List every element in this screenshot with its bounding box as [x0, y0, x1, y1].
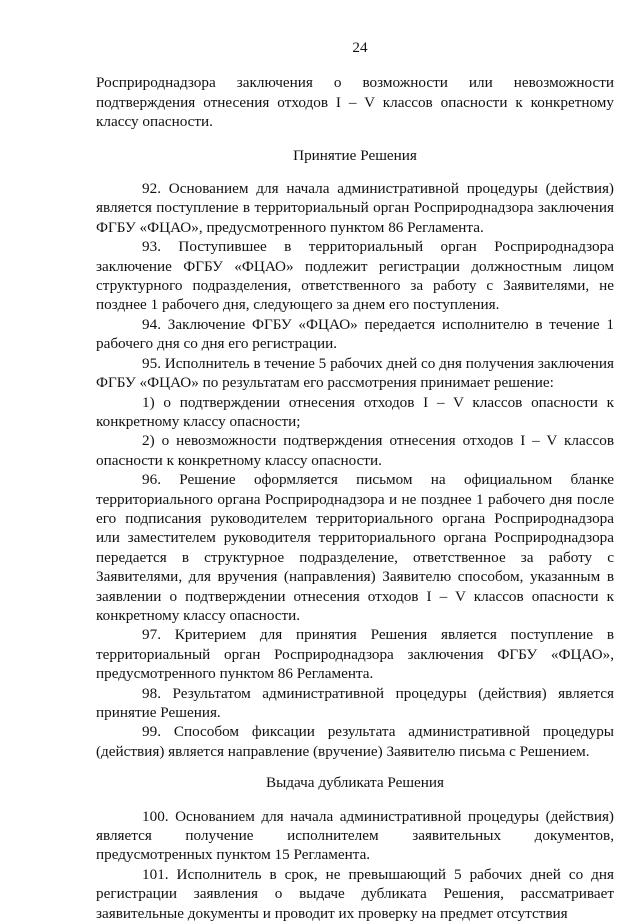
paragraph-96: 96. Решение оформляется письмом на официальном бланке территориального органа Росприроднадзора и не позднее 1 рабочего дня после его подписания руководителем территориального органа Росприроднадзора или заместителем руководителя территориального органа Росприроднадзора передается в структурное подразделение, ответственное за работу с Заявителями, для вручения (направления) Заявителю способом, указанным в заявлении о подтверждении отнесения отходов I – V классов опасности к конкретному классу опасности.	[96, 471, 614, 624]
paragraph-100: 100. Основанием для начала административной процедуры (действия) является получение исполнителем заявительных документов, предусмотренных пунктом 15 Регламента.	[96, 807, 614, 864]
intro-paragraph: Росприроднадзора заключения о возможности или невозможности подтверждения отнесения отходов I – V классов опасности к конкретному классу опасности.	[96, 74, 614, 131]
paragraph-95: 95. Исполнитель в течение 5 рабочих дней со дня получения заключения ФГБУ «ФЦАО» по результатам его рассмотрения принимает решение:	[96, 354, 614, 392]
paragraph-98: 98. Результатом административной процедуры (действия) является принятие Решения.	[96, 684, 614, 721]
paragraph-95-item-1: 1) о подтверждении отнесения отходов I – V классов опасности к конкретному классу опасности;	[96, 393, 614, 430]
paragraph-99: 99. Способом фиксации результата административной процедуры (действия) является направление (вручение) Заявителю письма с Решением.	[96, 723, 614, 760]
paragraph-95-item-2: 2) о невозможности подтверждения отнесения отходов I – V классов опасности к конкретному классу опасности.	[96, 432, 614, 469]
page-number: 24	[352, 39, 368, 56]
document-page	[96, 38, 614, 923]
section-title-decision: Принятие Решения	[293, 146, 417, 164]
paragraph-94: 94. Заключение ФГБУ «ФЦАО» передается исполнителю в течение 1 рабочего дня со дня его регистрации.	[96, 315, 614, 353]
paragraph-92: 92. Основанием для начала административной процедуры (действия) является поступление в территориальный орган Росприроднадзора заключения ФГБУ «ФЦАО», предусмотренного пунктом 86 Регламента.	[96, 180, 614, 236]
paragraph-97: 97. Критерием для принятия Решения является поступление в территориальный орган Росприроднадзора заключения ФГБУ «ФЦАО», предусмотренного пунктом 86 Регламента.	[96, 626, 614, 683]
paragraph-101: 101. Исполнитель в срок, не превышающий 5 рабочих дней со дня регистрации заявления о выдаче дубликата Решения, рассматривает заявительные документы и проводит их проверку на предмет отсутствия	[96, 865, 614, 922]
paragraph-93: 93. Поступившее в территориальный орган Росприроднадзора заключение ФГБУ «ФЦАО» подлежит регистрации должностным лицом структурного подразделения, ответственного за работу с Заявителями, не позднее 1 рабочего дня, следующего за днем его поступления.	[96, 238, 614, 314]
section-title-duplicate: Выдача дубликата Решения	[265, 774, 445, 792]
